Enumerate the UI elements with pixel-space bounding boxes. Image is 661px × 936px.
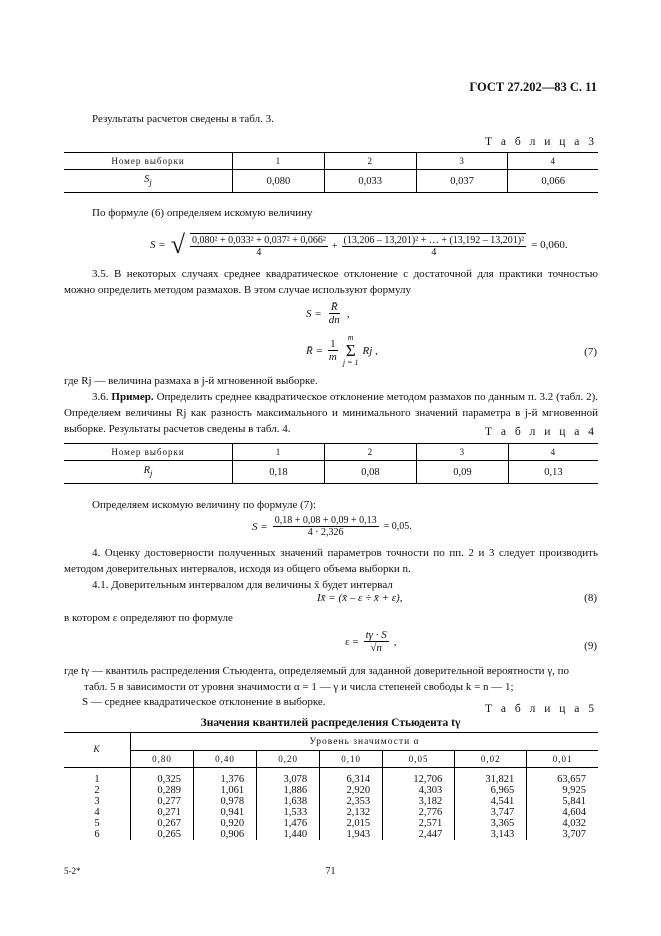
table5-caption: Т а б л и ц а 5 bbox=[484, 703, 597, 715]
equation-number-9: (9) bbox=[584, 640, 597, 652]
table5-cell: 4,032 bbox=[527, 818, 598, 829]
formula-s-tail: , bbox=[346, 307, 350, 320]
table5-cell: 9,925 bbox=[527, 785, 598, 796]
table4-head-label: Номер выборки bbox=[64, 444, 233, 461]
table5-header-row-2 bbox=[64, 751, 598, 768]
table5-cell: 0,289 bbox=[131, 785, 194, 796]
formula-8: Ix̄ = (x̄ – ε ÷ x̄ + ε), bbox=[317, 592, 403, 604]
paragraph-formula6-intro: По формуле (6) определяем искомую величину bbox=[92, 207, 313, 219]
formula-9 bbox=[345, 629, 396, 654]
table3-value-2: 0,033 bbox=[324, 170, 416, 193]
table5-k-1: 1 bbox=[94, 773, 100, 785]
paragraph-compute-7: Определяем искомую величину по формуле (7): bbox=[92, 499, 316, 511]
table5-k-label: K bbox=[64, 733, 131, 768]
table3-col-4: 4 bbox=[508, 153, 598, 170]
table5-alpha-3: 0,20 bbox=[257, 751, 320, 768]
table3-header-row bbox=[64, 153, 598, 170]
table5-cell: 0,271 bbox=[131, 807, 194, 818]
formula6-den1: 4 bbox=[256, 246, 262, 258]
equation-number-8: (8) bbox=[584, 592, 597, 604]
table3-caption: Т а б л и ц а 3 bbox=[484, 136, 597, 148]
table5-header-row-1 bbox=[64, 733, 598, 751]
table-5 bbox=[64, 732, 598, 840]
formula6-radicand bbox=[190, 233, 526, 258]
table5-alpha-5: 0,05 bbox=[383, 751, 455, 768]
table3-col-2: 2 bbox=[324, 153, 416, 170]
p36-body: Определить среднее квадратическое отклонение методом размахов по данным п. 3.2 (табл. 2). Определяем величины Rj как разность максимального и минимального значений параметра в j-й мгновенной выборке. Результаты расчетов сведены в табл. 4. bbox=[64, 391, 599, 435]
table5-cell: 3,078 bbox=[257, 774, 320, 785]
formula7-term: Rj , bbox=[362, 344, 378, 357]
table5-cell: 6,965 bbox=[455, 785, 527, 796]
table5-cell: 0,325 bbox=[131, 774, 194, 785]
table5-cell: 2,132 bbox=[320, 807, 383, 818]
table5-cell: 31,821 bbox=[455, 774, 527, 785]
table-4 bbox=[64, 443, 598, 484]
table-row bbox=[64, 785, 598, 796]
table4-header-row bbox=[64, 444, 598, 461]
table5-alpha-4: 0,10 bbox=[320, 751, 383, 768]
table5-cell: 0,277 bbox=[131, 796, 194, 807]
table5-k-2: 2 bbox=[94, 784, 100, 796]
table5-k-6: 6 bbox=[94, 828, 100, 840]
table5-title: Значения квантилей распределения Стьюдента tγ bbox=[200, 717, 461, 729]
table5-alpha-1: 0,80 bbox=[131, 751, 194, 768]
paragraph-4-1: 4.1. Доверительным интервалом для величины x̄ будет интервал bbox=[92, 579, 393, 591]
table4-col-1: 1 bbox=[233, 444, 325, 461]
table-row bbox=[64, 818, 598, 829]
table4-row-label: $R_j$ bbox=[64, 461, 233, 484]
formula9-lhs: ε = bbox=[345, 635, 359, 648]
table4-col-3: 3 bbox=[416, 444, 508, 461]
formula-6 bbox=[150, 232, 568, 258]
formula6-num2: (13,206 – 13,201)² + … + (13,192 – 13,201)² bbox=[343, 234, 525, 246]
table5-alpha-6: 0,02 bbox=[455, 751, 527, 768]
formula-7 bbox=[306, 333, 378, 368]
table5-cell: 0,267 bbox=[131, 818, 194, 829]
equation-number-7: (7) bbox=[584, 346, 597, 358]
table5-k-3: 3 bbox=[94, 795, 100, 807]
table4-value-4: 0,13 bbox=[508, 461, 598, 484]
table3-value-3: 0,037 bbox=[416, 170, 508, 193]
formula7-lhs: R̄ = bbox=[306, 344, 323, 357]
formula-s-num: R̄ bbox=[330, 301, 338, 313]
table-row bbox=[64, 796, 598, 807]
paragraph-4: 4. Оценку достоверности полученных значений параметров точности по пп. 2 и 3 следует производить методом доверительных интервалов, исходя из общего объема выборки n. bbox=[64, 547, 598, 575]
table3-head-label: Номер выборки bbox=[64, 153, 233, 170]
formula-s-lhs: S = bbox=[306, 307, 322, 320]
table5-cell: 1,476 bbox=[257, 818, 320, 829]
table4-data-row bbox=[64, 461, 598, 484]
sum-sign-icon: m Σ j = 1 bbox=[342, 333, 359, 367]
table5-cell: 2,776 bbox=[383, 807, 455, 818]
table5-cell: 12,706 bbox=[383, 774, 455, 785]
table5-cell: 2,571 bbox=[383, 818, 455, 829]
formula-example-den: 4 · 2,326 bbox=[307, 527, 344, 538]
table5-cell: 1,376 bbox=[194, 774, 257, 785]
paragraph-3-5: 3.5. В некоторых случаях среднее квадратическое отклонение с достаточной для практики точностью можно определить методом размахов. В этом случае используют формулу bbox=[64, 268, 598, 296]
formula9-num: tγ · S bbox=[365, 629, 387, 641]
page-number: 71 bbox=[325, 866, 336, 877]
table5-cell: 1,440 bbox=[257, 829, 320, 840]
formula6-num1: 0,080² + 0,033² + 0,037² + 0,066² bbox=[191, 234, 326, 246]
table4-caption: Т а б л и ц а 4 bbox=[484, 426, 597, 438]
formula6-lhs: S = bbox=[150, 239, 166, 251]
table5-alpha-7: 0,01 bbox=[527, 751, 598, 768]
paragraph-where-s: S — среднее квадратическое отклонение в выборке. bbox=[82, 696, 326, 708]
table3-data-row bbox=[64, 170, 598, 193]
footer-signature: 5-2* bbox=[64, 866, 81, 876]
table5-cell: 4,541 bbox=[455, 796, 527, 807]
formula7-num: 1 bbox=[330, 338, 336, 350]
table5-cell: 1,886 bbox=[257, 785, 320, 796]
formula-example-rhs: = 0,05. bbox=[383, 521, 412, 532]
formula6-den2: 4 bbox=[431, 246, 437, 258]
table5-cell: 0,906 bbox=[194, 829, 257, 840]
table3-value-4: 0,066 bbox=[508, 170, 598, 193]
table4-value-1: 0,18 bbox=[233, 461, 325, 484]
table4-col-4: 4 bbox=[508, 444, 598, 461]
table5-cell: 1,061 bbox=[194, 785, 257, 796]
table5-cell: 4,303 bbox=[383, 785, 455, 796]
table5-cell: 2,447 bbox=[383, 829, 455, 840]
table5-level-label: Уровень значимости α bbox=[131, 733, 599, 751]
formula-example bbox=[252, 515, 412, 538]
table5-cell: 4,604 bbox=[527, 807, 598, 818]
table5-cell: 2,015 bbox=[320, 818, 383, 829]
table5-cell: 3,747 bbox=[455, 807, 527, 818]
table5-k-5: 5 bbox=[94, 817, 100, 829]
table3-col-3: 3 bbox=[416, 153, 508, 170]
p36-lead: 3.6. bbox=[92, 391, 109, 403]
paragraph-where-t-2: табл. 5 в зависимости от уровня значимости α = 1 — γ и числа степеней свободы k = n — 1; bbox=[84, 681, 514, 693]
paragraph-epsilon-intro: в котором ε определяют по формуле bbox=[64, 612, 233, 624]
formula-example-lhs: S = bbox=[252, 520, 268, 533]
table5-alpha-2: 0,40 bbox=[194, 751, 257, 768]
table5-cell: 3,365 bbox=[455, 818, 527, 829]
table-row bbox=[64, 774, 598, 785]
table-row bbox=[64, 807, 598, 818]
paragraph-where-rj: где Rj — величина размаха в j-й мгновенной выборке. bbox=[64, 375, 318, 387]
paragraph-where-t-1: где tγ — квантиль распределения Стьюдента, определяемый для заданной доверительной вероятности γ, по bbox=[64, 665, 570, 677]
formula9-tail: , bbox=[393, 635, 397, 648]
table5-cell: 1,638 bbox=[257, 796, 320, 807]
table5-cell: 0,978 bbox=[194, 796, 257, 807]
table-3 bbox=[64, 152, 598, 193]
p36-example-label: Пример. bbox=[111, 391, 154, 403]
table5-cell: 3,707 bbox=[527, 829, 598, 840]
page-header: ГОСТ 27.202—83 С. 11 bbox=[469, 80, 597, 94]
formula-s-den: dn bbox=[328, 314, 340, 326]
formula9-den: √n bbox=[370, 642, 382, 654]
table4-value-2: 0,08 bbox=[324, 461, 416, 484]
formula6-rhs: = 0,060. bbox=[531, 239, 568, 251]
formula6-plus: + bbox=[331, 240, 338, 252]
table5-cell: 0,941 bbox=[194, 807, 257, 818]
formula-s-range bbox=[306, 301, 349, 326]
formula7-den: m bbox=[328, 351, 337, 363]
table5-cell: 2,353 bbox=[320, 796, 383, 807]
table5-cell: 3,182 bbox=[383, 796, 455, 807]
table5-k-4: 4 bbox=[94, 806, 100, 818]
table5-cell: 0,265 bbox=[131, 829, 194, 840]
table5-cell: 63,657 bbox=[527, 774, 598, 785]
sqrt-sign-icon: √ bbox=[170, 230, 185, 259]
table3-value-1: 0,080 bbox=[233, 170, 325, 193]
formula-example-num: 0,18 + 0,08 + 0,09 + 0,13 bbox=[274, 515, 377, 526]
table5-cell: 5,841 bbox=[527, 796, 598, 807]
table5-cell: 2,920 bbox=[320, 785, 383, 796]
table5-cell: 1,943 bbox=[320, 829, 383, 840]
paragraph-results-table3: Результаты расчетов сведены в табл. 3. bbox=[92, 113, 274, 125]
table5-cell: 1,533 bbox=[257, 807, 320, 818]
table5-cell: 0,920 bbox=[194, 818, 257, 829]
table-row bbox=[64, 829, 598, 840]
table3-row-label: $S_j$ bbox=[64, 170, 233, 193]
table3-col-1: 1 bbox=[233, 153, 325, 170]
table4-value-3: 0,09 bbox=[416, 461, 508, 484]
table5-cell: 6,314 bbox=[320, 774, 383, 785]
table4-col-2: 2 bbox=[324, 444, 416, 461]
table5-cell: 3,143 bbox=[455, 829, 527, 840]
